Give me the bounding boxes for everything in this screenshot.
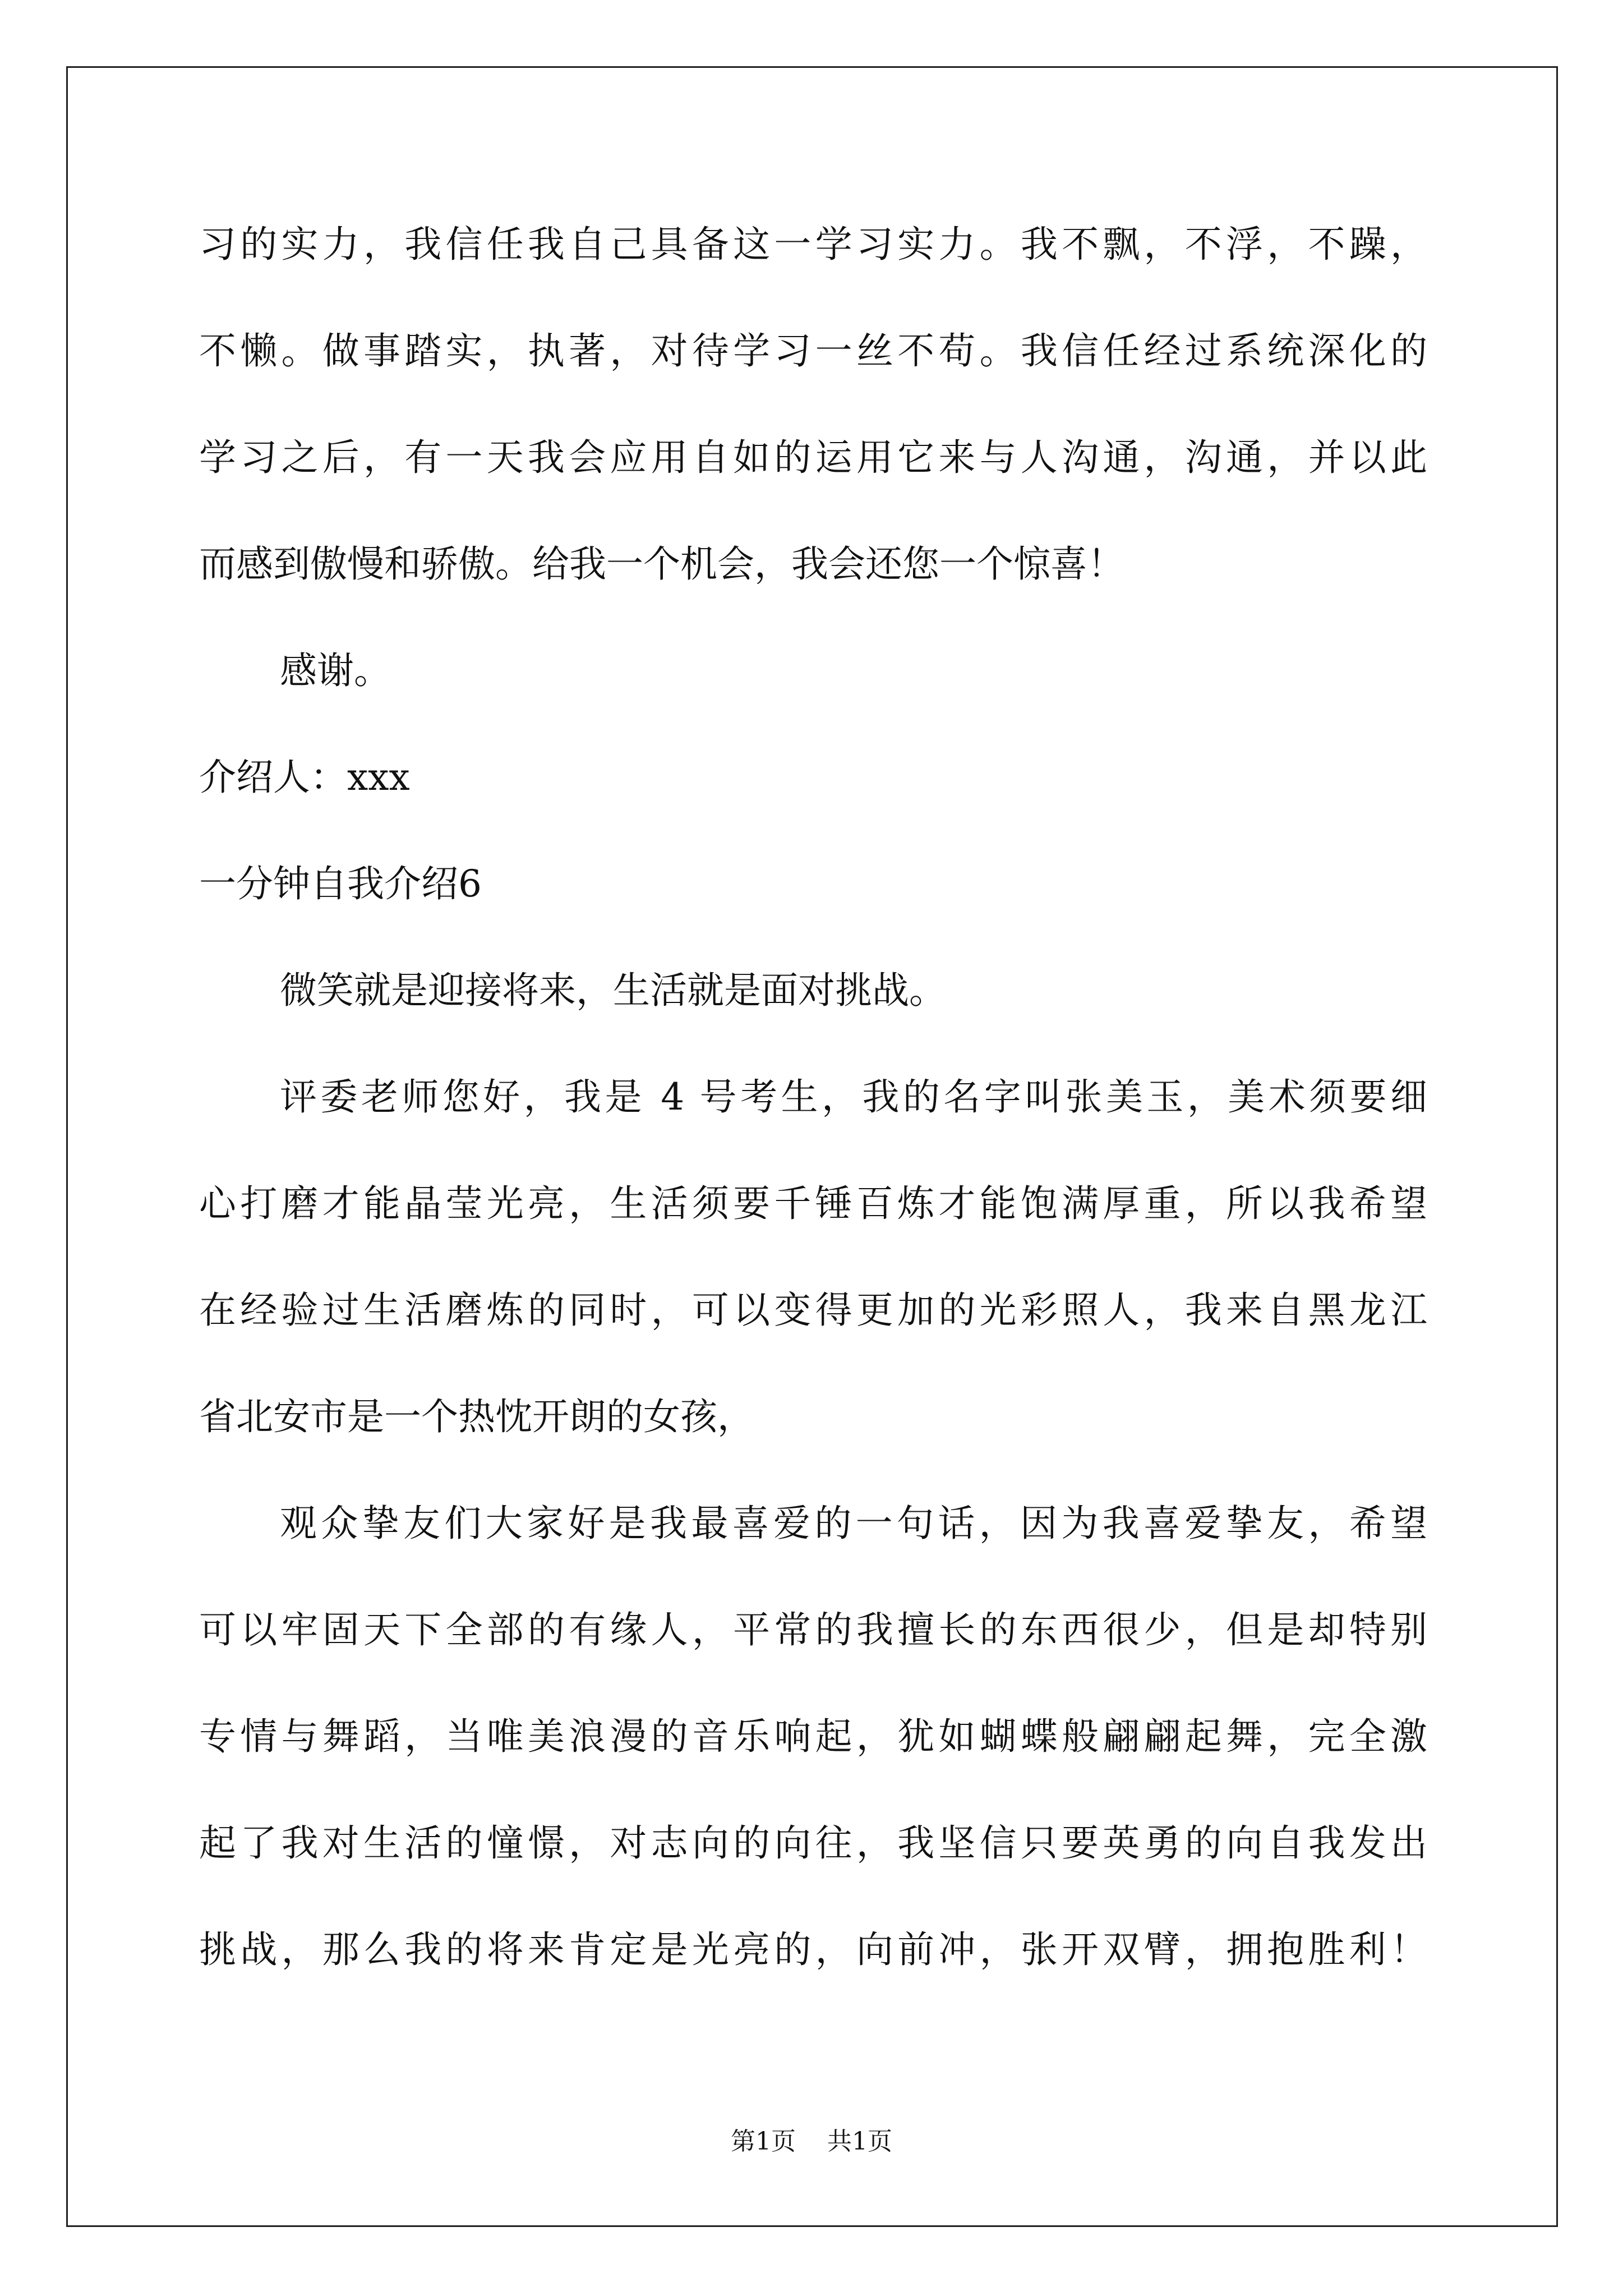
text-line: 不懒。做事踏实，执著，对待学习一丝不苟。我信任经过系统深化的 xyxy=(199,329,1427,372)
text-line: 挑战，那么我的将来肯定是光亮的，向前冲，张开双臂，拥抱胜利！ xyxy=(199,1928,1427,1971)
text-line: 专情与舞蹈，当唯美浪漫的音乐响起，犹如蝴蝶般翩翩起舞，完全激 xyxy=(199,1715,1427,1758)
thanks-line: 感谢。 xyxy=(280,649,391,692)
text-line: 观众挚友们大家好是我最喜爱的一句话，因为我喜爱挚友，希望 xyxy=(280,1502,1427,1545)
text-line: 心打磨才能晶莹光亮，生活须要千锤百炼才能饱满厚重，所以我希望 xyxy=(199,1182,1427,1225)
page-footer xyxy=(0,2126,1623,2157)
introducer-line: 介绍人：xxx xyxy=(199,756,410,799)
text-line: 省北安市是一个热忱开朗的女孩， xyxy=(199,1395,754,1438)
page-total: 共1页 xyxy=(827,2127,892,2156)
text-line: 而感到傲慢和骄傲。给我一个机会，我会还您一个惊喜！ xyxy=(199,542,1124,586)
page-number: 第1页 xyxy=(731,2127,796,2156)
motto-line: 微笑就是迎接将来，生活就是面对挑战。 xyxy=(280,969,946,1012)
document-body xyxy=(199,218,1427,1976)
text-line: 起了我对生活的憧憬，对志向的向往，我坚信只要英勇的向自我发出 xyxy=(199,1821,1427,1865)
text-line: 评委老师您好，我是 4 号考生，我的名字叫张美玉，美术须要细 xyxy=(280,1075,1427,1119)
text-line: 可以牢固天下全部的有缘人，平常的我擅长的东西很少，但是却特别 xyxy=(199,1608,1427,1651)
text-line: 习的实力，我信任我自己具备这一学习实力。我不飘，不浮，不躁， xyxy=(199,223,1427,266)
section-heading: 一分钟自我介绍6 xyxy=(199,862,482,905)
text-line: 在经验过生活磨炼的同时，可以变得更加的光彩照人，我来自黑龙江 xyxy=(199,1289,1427,1332)
text-line: 学习之后，有一天我会应用自如的运用它来与人沟通，沟通，并以此 xyxy=(199,436,1427,479)
